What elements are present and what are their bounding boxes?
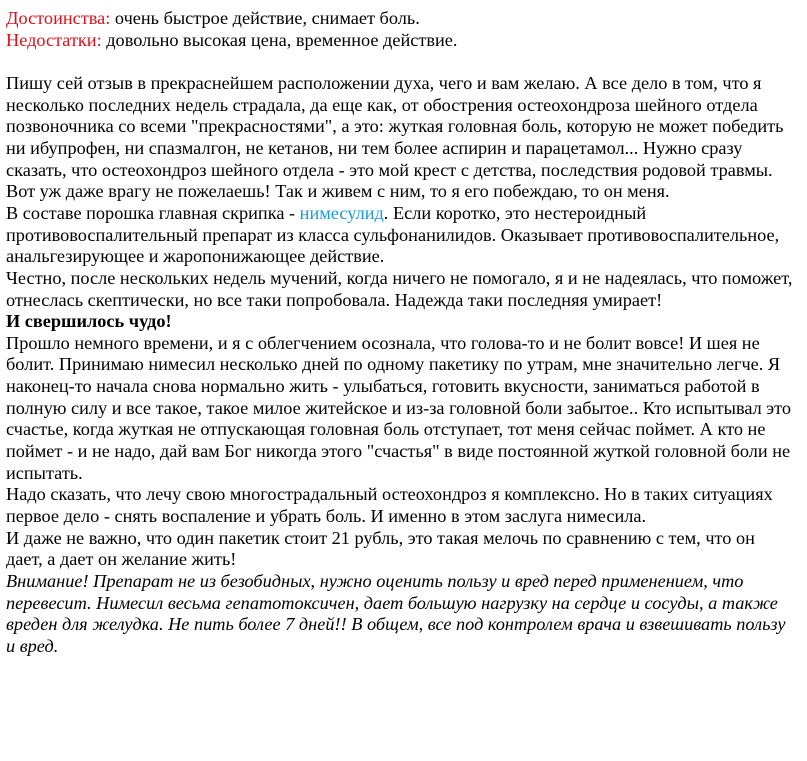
paragraph-treatment: Надо сказать, что лечу свою многострадальный остеохондроз я комплексно. Но в таких ситуациях первое дело - снять воспаление и убрать боль. И именно в этом заслуга нимесила. [6,484,773,527]
pros-line [6,8,795,30]
cons-label: Недостатки: [6,29,102,50]
pros-text: очень быстрое действие, снимает боль. [110,8,420,28]
composition-text-start: В составе порошка главная скрипка - [6,202,300,223]
paragraph-skeptic: Честно, после нескольких недель мучений, когда ничего не помогало, я и не надеялась, что поможет, отнеслась скептически, но все таки попробовала. Надежда таки последняя умирает! [6,267,793,310]
warning-paragraph: Внимание! Препарат не из безобидных, нужно оценить пользу и вред перед применением, что перевесит. Нимесил весьма гепатотоксичен, дает большую нагрузку на сердце и сосуды, а также вреден для желудка. Не пить более 7 дней!! В общем, все под контролем врача и взвешивать пользу и вред. [6,571,786,657]
paragraph-relief: Прошло немного времени, и я с облегчением осознала, что голова-то и не болит вовсе! И шея не болит. Принимаю нимесил несколько дней по одному пакетику по утрам, мне значительно легче. Я наконец-то начала снова нормально жить - улыбаться, готовить вкусности, заниматься работой в полную силу и все такое, такое милое житейское и из-за головной боли забытое.. Кто испытывал это счастье, когда жуткая не отпускающая головная боль отступает, тот меня сейчас поймет. А кто не поймет - и не надо, дай вам Бог никогда этого "счастья" в виде постоянной жуткой головной боли не испытать. [6,332,792,483]
blank-line [6,51,795,73]
miracle-heading: И свершилось чудо! [6,311,172,332]
cons-text: довольно высокая цена, временное действие. [101,29,458,50]
nimesulide-link[interactable]: нимесулид [299,202,384,223]
composition-text-end: . Если коротко, это нестероидный противовоспалительный препарат из класса сульфонанилидов. Оказывает противовоспалительное, анальгезирующее и жаропонижающее действие. [6,202,780,267]
cons-line [6,30,795,52]
paragraph-intro: Пишу сей отзыв в прекраснейшем расположении духа, чего и вам желаю. А все дело в том, что я несколько последних недель страдала, да еще как, от обострения остеохондроза шейного отдела позвоночника со всеми "прекрасностями", а это: жуткая головная боль, которую не может победить ни ибупрофен, ни спазмалгон, не кетанов, ни тем более аспирин и парацетамол... Нужно сразу сказать, что остеохондроз шейного отдела - это мой крест с детства, последствия родовой травмы. Вот уж даже врагу не пожелаешь! Так и живем с ним, то я его побеждаю, то он меня. [6,72,784,202]
pros-label: Достоинства: [6,8,111,28]
paragraph-price: И даже не важно, что один пакетик стоит 21 рубль, это такая мелочь по сравнению с тем, что он дает, а дает он желание жить! [6,527,755,570]
paragraph-composition [6,203,795,268]
